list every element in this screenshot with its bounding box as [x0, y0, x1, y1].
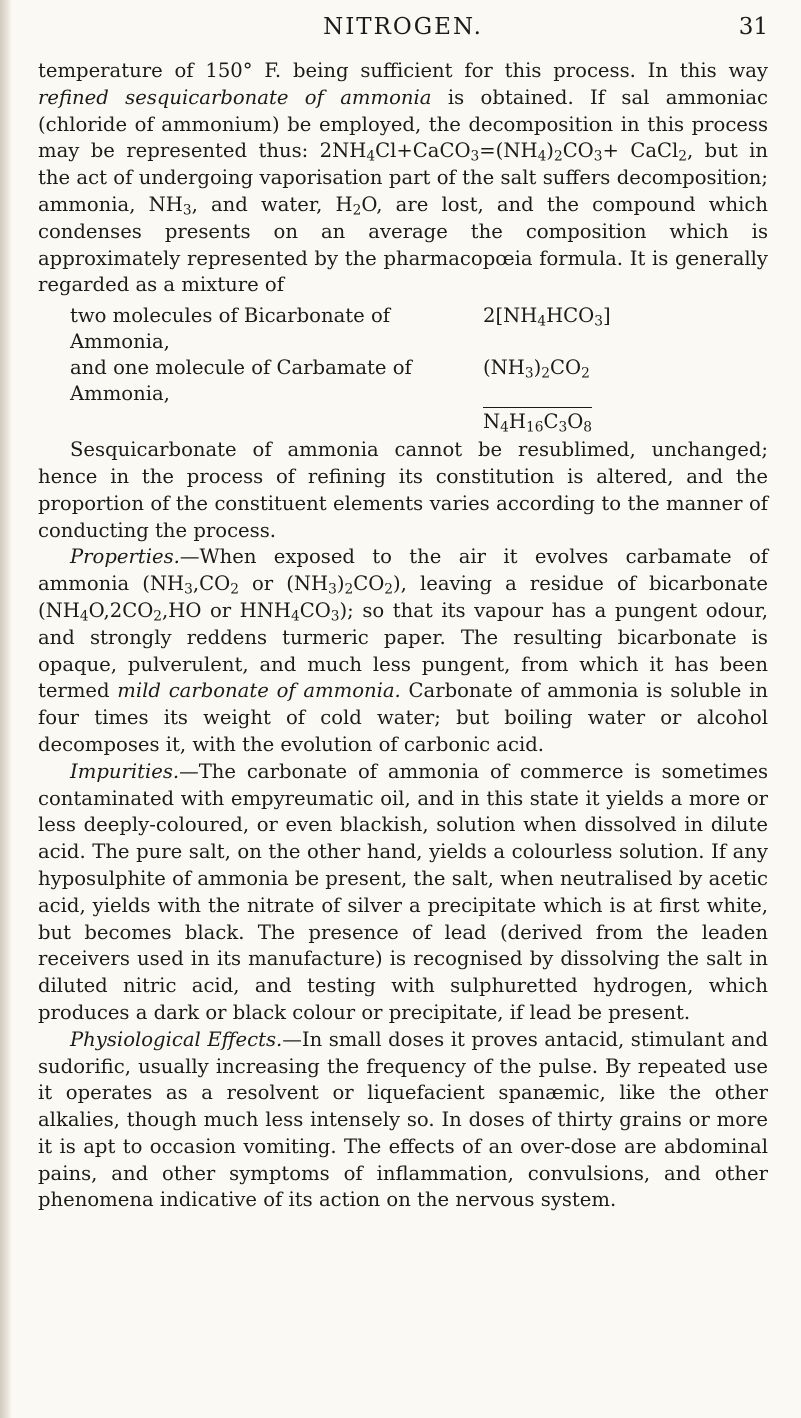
formula-total: $N_4H_{16}C_3O_8$ — [483, 407, 592, 435]
page-binding-shadow — [0, 0, 12, 1418]
formula-bicarbonate: $2[NH_4HCO_3]$ — [483, 304, 611, 330]
paragraph-impurities: Impurities.—The carbonate of ammonia of commerce is sometimes contaminated with empyreumatic oil, and in this state it yields a more or less deeply-coloured, or even blackish, solution when dissolved in dilute acid. The pure salt, on the other hand, yields a colourless solution. If any hyposulphite of ammonia be present, the salt, when neutralised by acetic acid, yields with the nitrate of silver a precipitate which is at first white, but becomes black. The presence of lead (derived from the leaden receivers used in its manufacture) is recognised by dissolving the salt in diluted nitric acid, and testing with sulphuretted hydrogen, which produces a dark or black colour or precipitate, if lead be present. — [38, 759, 768, 1024]
running-head-title: NITROGEN. — [323, 14, 483, 40]
paragraph-physiological-effects: Physiological Effects.—In small doses it proves antacid, stimulant and sudorific, usually increasing the frequency of the pulse. By repeated use it operates as a resolvent or liquefacient spanæmic, like the other alkalies, though much less intensely so. In doses of thirty grains or more it is apt to occasion vomiting. The effects of an over-dose are abdominal pains, and other symptoms of inflammation, convulsions, and other phenomena indicative of its action on the nervous system. — [38, 1027, 768, 1212]
formula-row-bicarbonate — [38, 303, 768, 355]
formula-label-bicarbonate: two molecules of Bicarbonate of Ammonia, — [70, 304, 390, 354]
formula-carbamate: $(NH_3)_2CO_2$ — [483, 356, 590, 382]
formula-row-carbamate — [38, 355, 768, 407]
composition-formula — [38, 303, 768, 435]
page-number: 31 — [738, 14, 768, 40]
paragraph-resublimation: Sesquicarbonate of ammonia cannot be resublimed, unchanged; hence in the process of refining its constitution is altered, and the proportion of the constituent elements varies according to the manner of conducting the process. — [38, 438, 768, 542]
running-head — [38, 0, 768, 58]
formula-label-carbamate: and one molecule of Carbamate of Ammonia, — [70, 356, 412, 406]
formula-row-total — [38, 407, 768, 435]
paragraph-properties: Properties.—When exposed to the air it evolves carbamate of ammonia ($NH_3,CO_2$ or $(NH_3)_2CO_2$), leaving a residue of bicarbonate ($NH_4O,2CO_2,HO$ or $HNH_4CO_3$); so that its vapour has a pungent odour, and strongly reddens turmeric paper. The resulting bicarbonate is opaque, pulverulent, and much less pungent, from which it has been termed mild carbonate of ammonia. Carbonate of ammonia is soluble in four times its weight of cold water; but boiling water or alcohol decomposes it, with the evolution of carbonic acid. — [38, 545, 768, 756]
book-page — [38, 0, 768, 1214]
paragraph-refined-sesquicarbonate: temperature of 150° F. being sufficient for this process. In this way refined sesquicarbonate of ammonia is obtained. If sal ammoniac (chloride of ammonium) be employed, the decomposition in this process may be represented thus: $2NH_4Cl+CaCO_3=(NH_4)_2CO_3+$ CaCl$_2$, but in the act of undergoing vaporisation part of the salt suffers decomposition; ammonia, $NH_3$, and water, $H_2O$, are lost, and the compound which condenses presents on an average the composition which is approximately represented by the pharmacopœia formula. It is generally regarded as a mixture of — [38, 59, 768, 297]
